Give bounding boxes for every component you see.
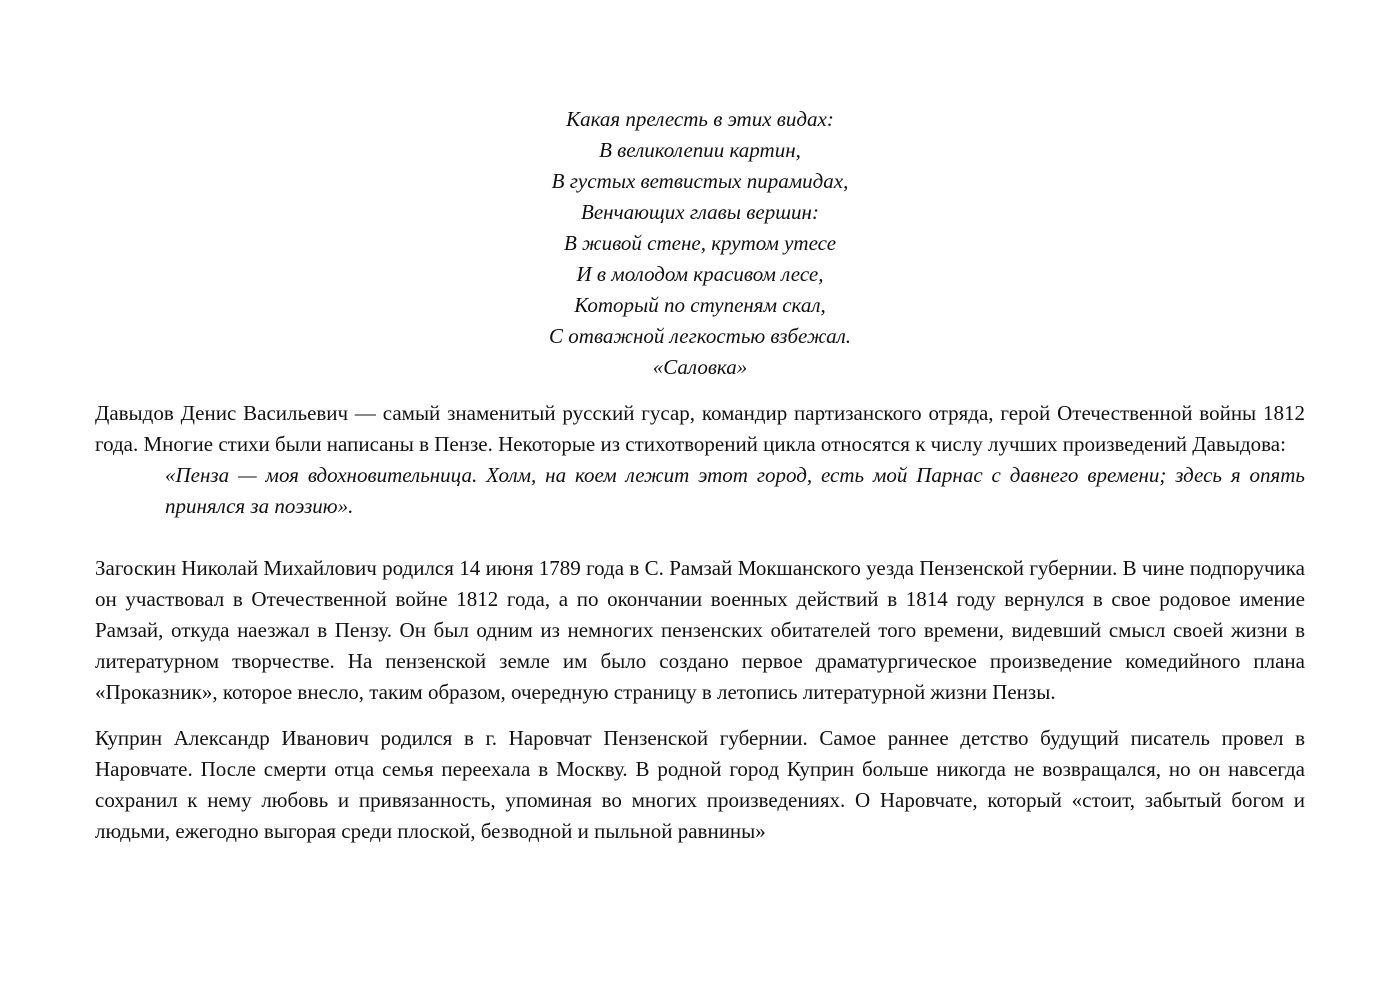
poem-line: Который по ступеням скал, (574, 293, 826, 317)
poem-line: С отважной легкостью взбежал. (549, 324, 851, 348)
poem-line: В великолепии картин, (599, 138, 801, 162)
paragraph-zagoskin: Загоскин Николай Михайлович родился 14 июня 1789 года в С. Рамзай Мокшанского уезда Пензенской губернии. В чине подпоручика он участвовал в Отечественной войне 1812 года, а по окончании военных действий в 1814 году вернулся в свое родовое имение Рамзай, откуда наезжал в Пензу. Он был одним из немногих пензенских обитателей того времени, видевший смысл своей жизни в литературном творчестве. На пензенской земле им было создано первое драматургическое произведение комедийного плана «Проказник», которое внесло, таким образом, очередную страницу в летопись литературной жизни Пензы. (95, 556, 1305, 704)
paragraph-davydov: Давыдов Денис Васильевич — самый знаменитый русский гусар, командир партизанского отряда, герой Отечественной войны 1812 года. Многие стихи были написаны в Пензе. Некоторые из стихотворений цикла относятся к числу лучших произведений Давыдова: (95, 401, 1305, 456)
poem-epigraph (95, 104, 1305, 383)
poem-line: Венчающих главы вершин: (581, 200, 819, 224)
document-page (95, 104, 1305, 847)
poem-line: И в молодом красивом лесе, (576, 262, 824, 286)
paragraph-kuprin: Куприн Александр Иванович родился в г. Наровчат Пензенской губернии. Самое раннее детство будущий писатель провел в Наровчате. После смерти отца семья переехала в Москву. В родной город Куприн больше никогда не возвращался, но он навсегда сохранил к нему любовь и привязанность, упоминая во многих произведениях. О Наровчате, который «стоит, забытый богом и людьми, ежегодно выгорая среди плоской, безводной и пыльной равнины» (95, 726, 1305, 843)
poem-line: В живой стене, крутом утесе (563, 231, 837, 255)
poem-source: «Саловка» (652, 355, 748, 379)
quote-davydov: «Пенза — моя вдохновительница. Холм, на коем лежит этот город, есть мой Парнас с давнего времени; здесь я опять принялся за поэзию». (165, 463, 1305, 518)
poem-line: Какая прелесть в этих видах: (566, 107, 834, 131)
poem-line: В густых ветвистых пирамидах, (551, 169, 849, 193)
